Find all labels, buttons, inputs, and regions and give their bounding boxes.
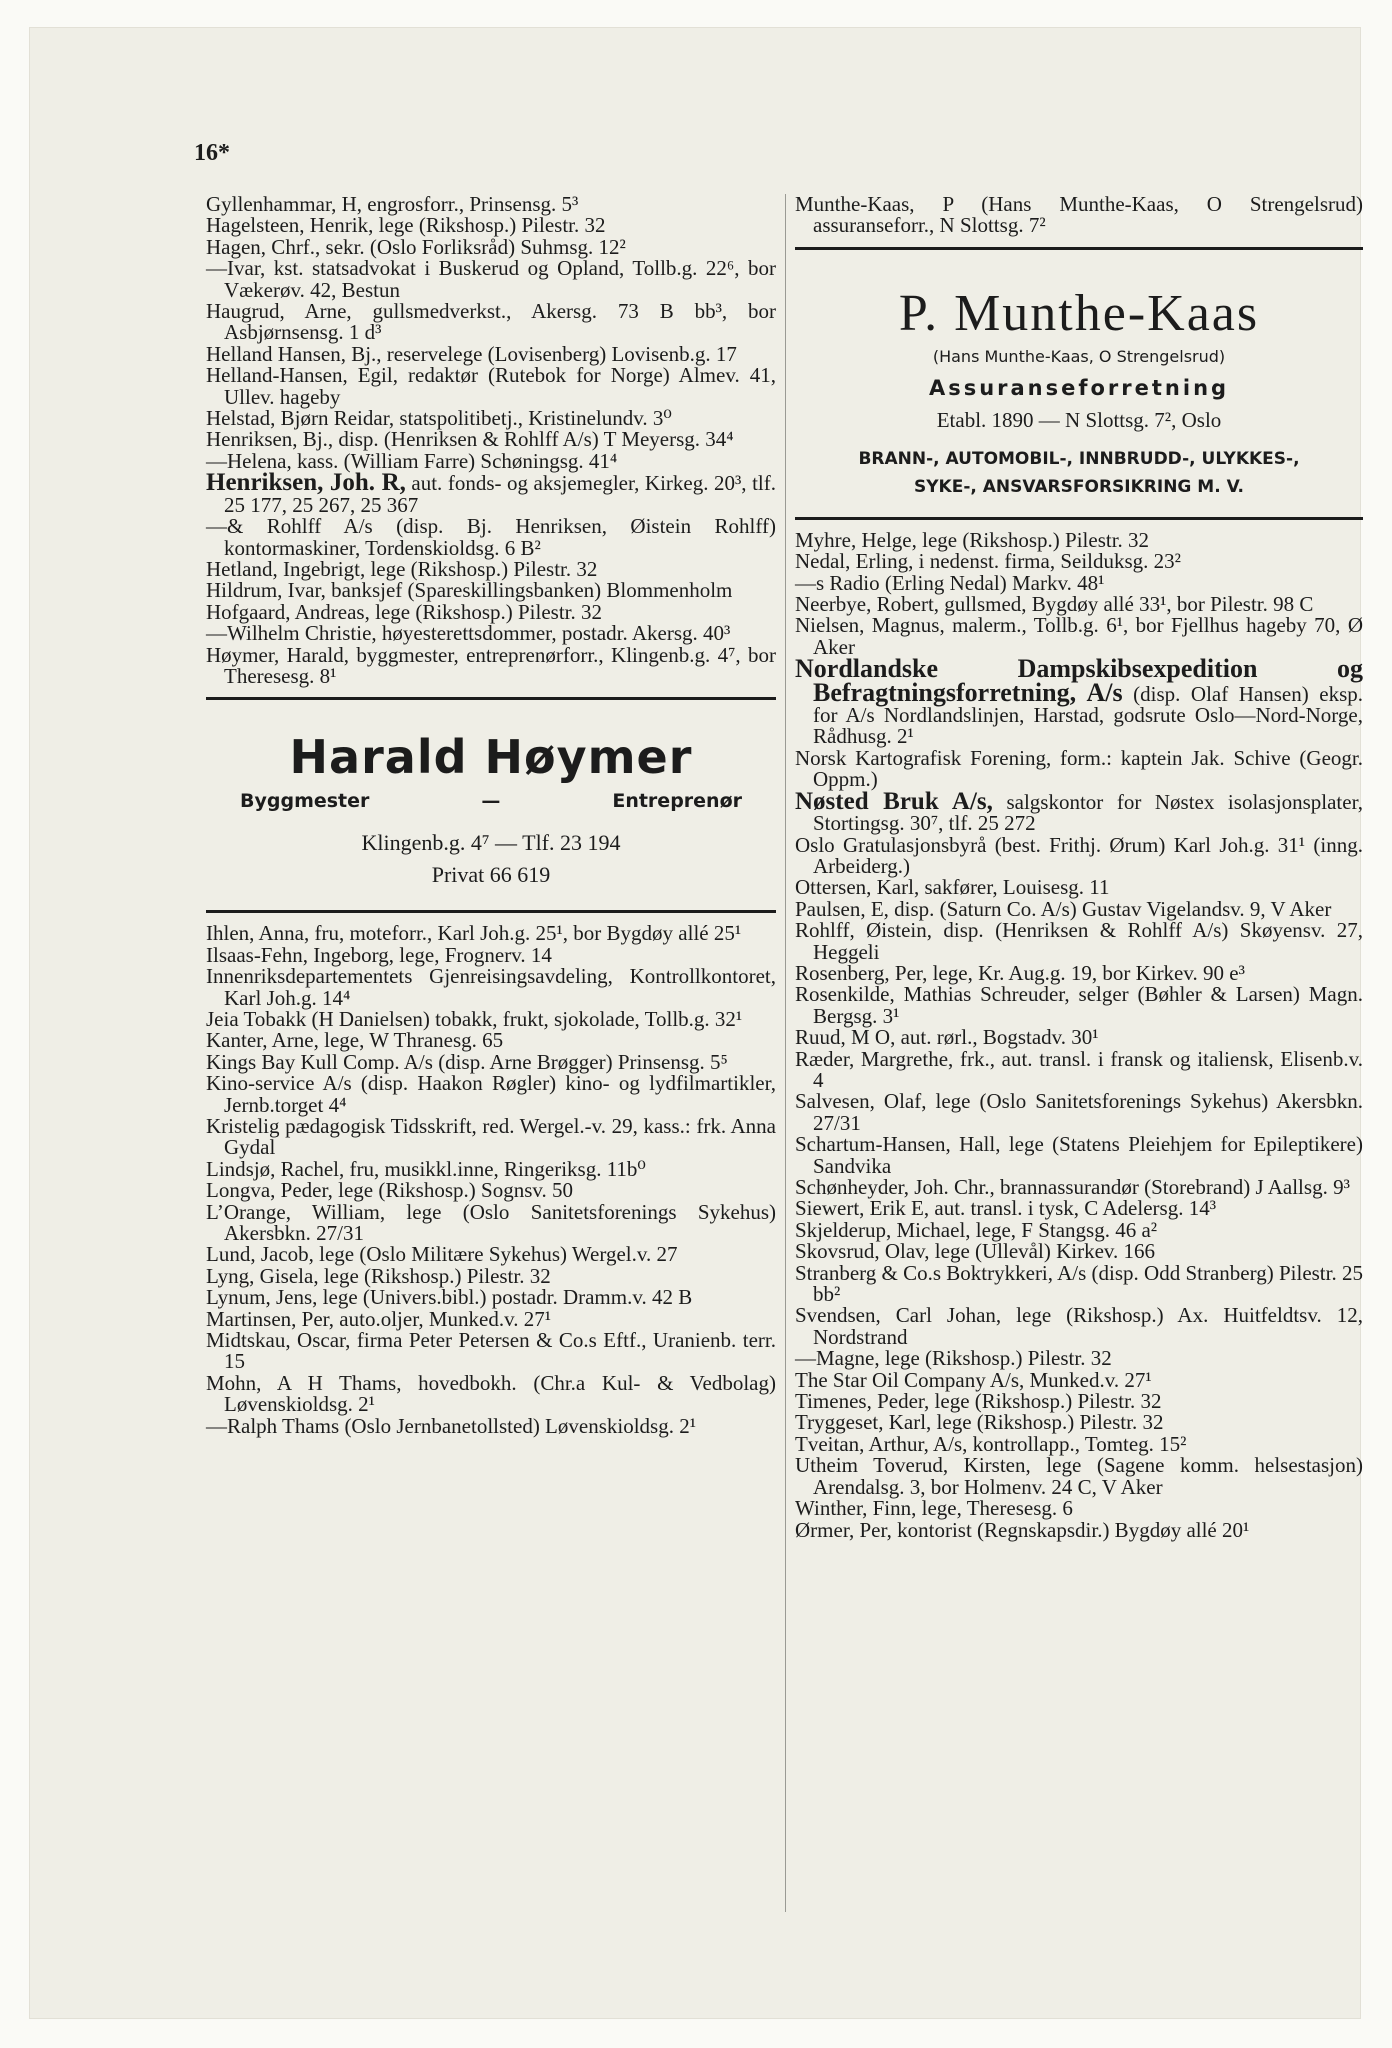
directory-entry: Neerbye, Robert, gullsmed, Bygdøy allé 33¹, bor Pilestr. 98 C <box>795 592 1314 617</box>
directory-entry: Helland Hansen, Bj., reservelege (Lovisenberg) Lovisenb.g. 17 <box>206 341 737 366</box>
ad-pmk-rule-bottom <box>795 517 1363 520</box>
directory-entry: Hildrum, Ivar, banksjef (Spareskillingsbanken) Blommenholm <box>206 578 733 603</box>
left-entries-mid <box>206 516 776 687</box>
directory-entry: —Ralph Thams (Oslo Jernbanetollsted) Løvenskioldsg. 2¹ <box>206 1413 697 1438</box>
directory-entry: Haugrud, Arne, gullsmedverkst., Akersg. 73 B bb³, bor Asbjørnsensg. 1 d³ <box>206 299 776 345</box>
ad-munthe-kaas <box>795 260 1363 507</box>
directory-entry: Lund, Jacob, lege (Oslo Militære Sykehus) Wergel.v. 27 <box>206 1242 678 1267</box>
ad-harald-role-left: Byggmester <box>240 790 370 813</box>
directory-page <box>30 28 1364 2018</box>
directory-entry: Svendsen, Carl Johan, lege (Rikshosp.) Ax. Huitfeldtsv. 12, Nordstrand <box>795 1303 1363 1349</box>
directory-entry: Hagelsteen, Henrik, lege (Rikshosp.) Pilestr. 32 <box>206 213 606 238</box>
entry-rest: aut. fonds- og aksjemegler, Kirkeg. 20³, tlf. 25 177, 25 267, 25 367 <box>224 471 776 517</box>
directory-entry: Ræder, Margrethe, frk., aut. transl. i fransk og italiensk, Elisenb.v. 4 <box>795 1046 1363 1092</box>
ad-pmk-established: Etabl. 1890 — N Slottsg. 7², Oslo <box>936 407 1222 432</box>
directory-entry: Nielsen, Magnus, malerm., Tollb.g. 6¹, bor Fjellhus hageby 70, Ø Aker <box>795 613 1363 659</box>
directory-entry: —Helena, kass. (William Farre) Schøningsg. 41⁴ <box>206 448 618 473</box>
directory-entry: —s Radio (Erling Nedal) Markv. 48¹ <box>795 570 1105 595</box>
ad-harald-address: Klingenb.g. 4⁷ — Tlf. 23 194 <box>361 830 621 856</box>
directory-entry: Henriksen, Bj., disp. (Henriksen & Rohlff A/s) T Meyersg. 34⁴ <box>206 427 734 452</box>
directory-entry: Nedal, Erling, i nedenst. firma, Seilduksg. 23² <box>795 549 1181 574</box>
entry-lead: Henriksen, Joh. R, <box>206 469 406 497</box>
ad-harald-private: Privat 66 619 <box>431 862 551 888</box>
ad-pmk-rule-top <box>795 247 1363 250</box>
left-column <box>206 194 776 1437</box>
directory-entry: —Ivar, kst. statsadvokat i Buskerud og Opland, Tollb.g. 22⁶, bor Vækerøv. 42, Bestun <box>206 256 776 302</box>
directory-entry: Gyllenhammar, H, engrosforr., Prinsensg. 5³ <box>206 192 579 216</box>
directory-entry: L’Orange, William, lege (Oslo Sanitetsforenings Sykehus) Akersbkn. 27/31 <box>206 1199 776 1246</box>
entry-nosted-bruk <box>795 787 1363 836</box>
directory-entry: Høymer, Harald, byggmester, entreprenørforr., Klingenb.g. 4⁷, bor Theresesg. 8¹ <box>206 642 776 688</box>
entry-lead: Nøsted Bruk A/s, <box>795 787 993 815</box>
left-entries-bottom <box>206 923 776 1437</box>
directory-entry: Siewert, Erik E, aut. transl. i tysk, C Adelersg. 14³ <box>795 1196 1216 1221</box>
directory-entry: Lindsjø, Rachel, fru, musikkl.inne, Ringeriksg. 11b⁰ <box>206 1156 646 1181</box>
ad-harald-dash: — <box>481 790 501 813</box>
directory-entry: Ruud, M O, aut. rørl., Bogstadv. 30¹ <box>795 1025 1099 1050</box>
entry-nordlandske <box>795 654 1364 749</box>
directory-entry: Rohlff, Øistein, disp. (Henriksen & Rohlff A/s) Skøyensv. 27, Heggeli <box>795 918 1363 964</box>
directory-entry: Paulsen, E, disp. (Saturn Co. A/s) Gustav Vigelandsv. 9, V Aker <box>795 896 1332 921</box>
directory-entry: Kanter, Arne, lege, W Thranesg. 65 <box>206 1028 504 1053</box>
directory-entry: Oslo Gratulasjonsbyrå (best. Frithj. Ørum) Karl Joh.g. 31¹ (inng. Arbeiderg.) <box>795 832 1363 878</box>
directory-entry: Longva, Peder, lege (Rikshosp.) Sognsv. 50 <box>206 1178 574 1203</box>
right-entries-mid <box>795 527 1363 659</box>
directory-entry: Helstad, Bjørn Reidar, statspolitibetj., Kristinelundv. 3⁰ <box>206 406 672 431</box>
directory-entry: Midtskau, Oscar, firma Peter Petersen & Co.s Eftf., Uranienb. terr. 15 <box>206 1328 776 1374</box>
directory-entry: —& Rohlff A/s (disp. Bj. Henriksen, Øistein Rohlff) kontormaskiner, Tordenskioldsg. 6 B² <box>206 514 776 560</box>
directory-entry: Lynum, Jens, lege (Univers.bibl.) postadr. Dramm.v. 42 B <box>206 1285 693 1310</box>
directory-entry: Rosenkilde, Mathias Schreuder, selger (Bøhler & Larsen) Magn. Bergsg. 3¹ <box>795 982 1363 1028</box>
entry-rest: (disp. Olaf Hansen) eksp. for A/s Nordlandslinjen, Harstad, godsrute Oslo—Nord-Norge, Rådhusg. 2¹ <box>813 681 1364 749</box>
directory-entry: Ilsaas-Fehn, Ingeborg, lege, Frognerv. 14 <box>206 942 552 967</box>
entry-lead: Nordlandske Dampskibsexpedition og Befragtningsforretning, A/s <box>795 654 1363 707</box>
entry-henriksen-joh <box>206 469 776 517</box>
column-divider <box>785 194 786 1912</box>
entry-rest: salgskontor for Nøstex isolasjonsplater, Stortingsg. 30⁷, tlf. 25 272 <box>813 789 1363 836</box>
directory-entry: Winther, Finn, lege, Theresesg. 6 <box>795 1496 1073 1521</box>
ad-rule-top <box>206 697 776 700</box>
directory-entry: Timenes, Peder, lege (Rikshosp.) Pilestr. 32 <box>795 1389 1162 1414</box>
directory-entry: Stranberg & Co.s Boktrykkeri, A/s (disp. Odd Stranberg) Pilestr. 25 bb² <box>795 1260 1363 1307</box>
right-entries-bottom <box>795 832 1363 1542</box>
ad-pmk-kind: Assuranseforretning <box>928 375 1230 400</box>
directory-entry: Ihlen, Anna, fru, moteforr., Karl Joh.g. 25¹, bor Bygdøy allé 25¹ <box>206 921 742 946</box>
directory-entry: Schartum-Hansen, Hall, lege (Statens Pleiehjem for Epileptikere) Sandvika <box>795 1132 1363 1178</box>
left-entries-top <box>206 194 776 472</box>
directory-entry: Lyng, Gisela, lege (Rikshosp.) Pilestr. 32 <box>206 1263 551 1288</box>
directory-entry: Mohn, A H Thams, hovedbokh. (Chr.a Kul- & Vedbolag) Løvenskioldsg. 2¹ <box>206 1370 776 1417</box>
directory-entry: Skovsrud, Olav, lege (Ullevål) Kirkev. 166 <box>795 1239 1156 1264</box>
directory-entry: Tveitan, Arthur, A/s, kontrollapp., Tomteg. 15² <box>795 1431 1187 1456</box>
directory-entry: Helland-Hansen, Egil, redaktør (Rutebok for Norge) Almev. 41, Ullev. hageby <box>206 363 776 409</box>
ad-harald-roles <box>206 790 776 812</box>
page-number: 16* <box>194 140 230 166</box>
right-entries-top <box>795 194 1363 237</box>
entry-norsk-kartografisk: Norsk Kartografisk Forening, form.: kaptein Jak. Schive (Geogr. Oppm.) <box>795 745 1363 792</box>
directory-entry: Salvesen, Olaf, lege (Oslo Sanitetsforenings Sykehus) Akersbkn. 27/31 <box>795 1089 1363 1135</box>
directory-entry: Martinsen, Per, auto.oljer, Munked.v. 27¹ <box>206 1306 552 1331</box>
directory-entry: Utheim Toverud, Kirsten, lege (Sagene komm. helsestasjon) Arendalsg. 3, bor Holmenv. 24 C, V Aker <box>795 1453 1363 1499</box>
directory-entry: Kino-service A/s (disp. Haakon Røgler) kino- og lydfilmartikler, Jernb.torget 4⁴ <box>206 1071 776 1117</box>
directory-entry: Kristelig pædagogisk Tidsskrift, red. Wergel.-v. 29, kass.: frk. Anna Gydal <box>206 1114 776 1160</box>
directory-entry: Ørmer, Per, kontorist (Regnskapsdir.) Bygdøy allé 20¹ <box>795 1517 1250 1542</box>
ad-harald-hoymer <box>206 710 776 900</box>
directory-entry: Munthe-Kaas, P (Hans Munthe-Kaas, O Strengelsrud) assuranseforr., N Slottsg. 7² <box>795 192 1363 238</box>
directory-entry: Ottersen, Karl, sakfører, Louisesg. 11 <box>795 875 1110 900</box>
directory-entry: —Magne, lege (Rikshosp.) Pilestr. 32 <box>795 1346 1112 1371</box>
directory-entry: Hetland, Ingebrigt, lege (Rikshosp.) Pilestr. 32 <box>206 556 598 581</box>
ad-pmk-sub: (Hans Munthe-Kaas, O Strengelsrud) <box>932 346 1226 366</box>
directory-entry: Kings Bay Kull Comp. A/s (disp. Arne Brøgger) Prinsensg. 5⁵ <box>206 1049 728 1074</box>
directory-entry: Myhre, Helge, lege (Rikshosp.) Pilestr. 32 <box>795 527 1150 552</box>
directory-entry: Hofgaard, Andreas, lege (Rikshosp.) Pilestr. 32 <box>206 599 603 624</box>
ad-harald-name: Harald Høymer <box>289 730 693 785</box>
directory-entry: —Wilhelm Christie, høyesterettsdommer, postadr. Akersg. 40³ <box>206 621 731 646</box>
ad-pmk-list-1: BRANN-, AUTOMOBIL-, INNBRUDD-, ULYKKES-, <box>858 448 1300 469</box>
directory-entry: Innenriksdepartementets Gjenreisingsavdeling, Kontrollkontoret, Karl Joh.g. 14⁴ <box>206 964 776 1010</box>
ad-harald-role-right: Entreprenør <box>612 790 742 813</box>
directory-entry: Skjelderup, Michael, lege, F Stangsg. 46 a² <box>795 1217 1158 1242</box>
directory-entry: Rosenberg, Per, lege, Kr. Aug.g. 19, bor Kirkev. 90 e³ <box>795 960 1245 985</box>
ad-rule-bottom <box>206 910 776 913</box>
directory-entry: Jeia Tobakk (H Danielsen) tobakk, frukt, sjokolade, Tollb.g. 32¹ <box>206 1006 743 1031</box>
directory-entry: The Star Oil Company A/s, Munked.v. 27¹ <box>795 1367 1152 1392</box>
directory-entry: Schønheyder, Joh. Chr., brannassurandør (Storebrand) J Aallsg. 9³ <box>795 1175 1350 1199</box>
directory-entry: Hagen, Chrf., sekr. (Oslo Forliksråd) Suhmsg. 12² <box>206 234 626 259</box>
directory-entry: Tryggeset, Karl, lege (Rikshosp.) Pilestr. 32 <box>795 1410 1164 1435</box>
ad-pmk-name: P. Munthe-Kaas <box>898 284 1260 342</box>
right-column <box>795 194 1363 1541</box>
ad-pmk-list-2: SYKE-, ANSVARSFORSIKRING M. V. <box>913 476 1245 497</box>
